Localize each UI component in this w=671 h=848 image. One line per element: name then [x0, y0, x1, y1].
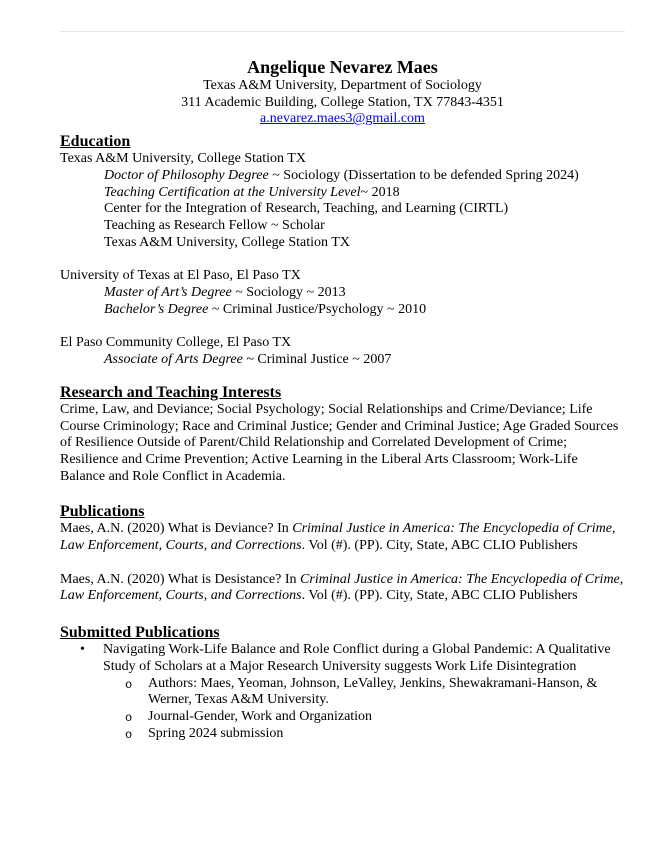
school-name: University of Texas at El Paso, El Paso TX: [60, 268, 301, 284]
email-link[interactable]: a.nevarez.maes3@gmail.com: [260, 111, 425, 127]
school-name: Texas A&M University, College Station TX: [60, 151, 306, 167]
degree-line: Center for the Integration of Research, Teaching, and Learning (CIRTL): [104, 201, 509, 217]
publication-entry: Maes, A.N. (2020) What is Desistance? In Criminal Justice in America: The Encyclopedia of Crime, Law Enforcement, Courts, and Corrections. Vol (#). (PP). City, State, ABC CLIO Publishers: [60, 571, 624, 604]
degree-line: Teaching Certification at the University Level~ 2018: [104, 184, 400, 200]
degree-line: Doctor of Philosophy Degree ~ Sociology (Dissertation to be defended Spring 2024): [104, 167, 579, 183]
school-name: El Paso Community College, El Paso TX: [60, 335, 292, 351]
section-publications: [60, 502, 625, 605]
circle-bullet-icon: o: [125, 727, 133, 742]
section-research-interests: [60, 383, 625, 486]
submitted-item-text: Navigating Work-Life Balance and Role Conflict during a Global Pandemic: A Qualitative Study of Scholars at a Major Research University suggests Work Life Disintegration: [103, 642, 611, 674]
degree-line: Texas A&M University, College Station TX: [104, 234, 350, 250]
interests-text: Crime, Law, and Deviance; Social Psychology; Social Relationships and Crime/Deviance; Life Course Criminology; Race and Criminal Justice; Gender and Criminal Justice; Age Graded Sources of Resilience Outside of Parent/Child Relationship and Correlated Development of Crime; Resilience and Crime Prevention; Active Learning in the Liberal Arts Classroom; Work-Life Balance and Role Conflict in Academia.: [60, 401, 619, 484]
page-top-rule: [60, 31, 625, 32]
submitted-subitem: [60, 726, 625, 743]
publication-entry: Maes, A.N. (2020) What is Deviance? In Criminal Justice in America: The Encyclopedia of Crime, Law Enforcement, Courts, and Corrections. Vol (#). (PP). City, State, ABC CLIO Publishers: [60, 521, 616, 554]
submitted-subitem: [60, 709, 625, 726]
publications-heading: Publications: [60, 503, 145, 521]
degree-line: Bachelor’s Degree ~ Criminal Justice/Psychology ~ 2010: [104, 301, 427, 317]
person-name: Angelique Nevarez Maes: [247, 57, 438, 77]
school-entry: [60, 151, 625, 251]
page-content: [0, 31, 671, 742]
degree-line: Associate of Arts Degree ~ Criminal Justice ~ 2007: [104, 352, 392, 368]
section-education: [60, 132, 625, 369]
degree-line: Teaching as Research Fellow ~ Scholar: [104, 217, 325, 233]
resume-header: [60, 56, 625, 128]
submitted-subitem-text: Journal-Gender, Work and Organization: [148, 708, 373, 724]
affiliation: Texas A&M University, Department of Sociology: [203, 78, 482, 93]
interests-heading: Research and Teaching Interests: [60, 383, 282, 401]
address: 311 Academic Building, College Station, TX 77843-4351: [181, 94, 504, 110]
submitted-heading: Submitted Publications: [60, 624, 220, 642]
circle-bullet-icon: o: [125, 677, 133, 692]
section-submitted-publications: [60, 623, 625, 742]
email-line: [60, 111, 625, 128]
school-entry: [60, 335, 625, 368]
submitted-subitem-text: Spring 2024 submission: [148, 725, 284, 741]
bullet-icon: •: [80, 642, 85, 658]
submitted-subitem-text: Authors: Maes, Yeoman, Johnson, LeValley, Jenkins, Shewakramani-Hanson, & Werner, Texas A&M University.: [148, 675, 598, 708]
circle-bullet-icon: o: [125, 710, 133, 725]
submitted-item: [60, 642, 625, 675]
degree-line: Master of Art’s Degree ~ Sociology ~ 2013: [104, 285, 346, 301]
school-entry: [60, 268, 625, 318]
education-heading: Education: [60, 133, 131, 151]
submitted-subitem: [60, 676, 625, 709]
